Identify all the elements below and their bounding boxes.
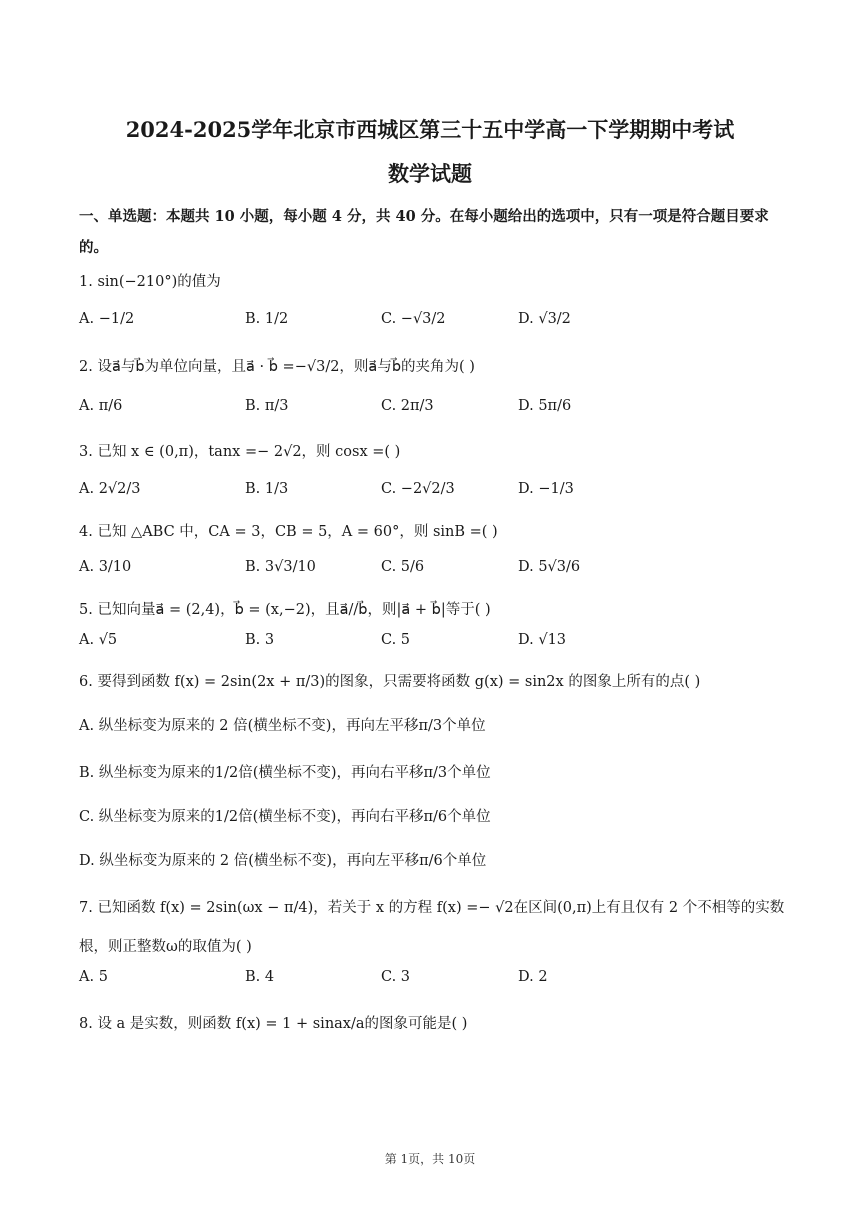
q3-option-b: B. 1/3 [245,481,289,497]
q6-option-d: D. 纵坐标变为原来的 2 倍(横坐标不变)，再向左平移π/6个单位 [79,853,487,869]
q5-option-a: A. √5 [79,632,118,648]
q2-option-a: A. π/6 [79,398,123,414]
question-7-cont: 根，则正整数ω的取值为( ) [79,939,252,955]
question-4: 4. 已知 △ABC 中，CA = 3，CB = 5，A = 60°，则 sinB =( ) [79,524,498,540]
q4-option-a: A. 3/10 [79,559,132,575]
q5-option-b: B. 3 [245,632,275,648]
q1-option-c: C. −√3/2 [381,311,446,327]
q2-option-c: C. 2π/3 [381,398,434,414]
q6-option-c: C. 纵坐标变为原来的1/2倍(横坐标不变)，再向右平移π/6个单位 [79,809,491,825]
q5-option-c: C. 5 [381,632,411,648]
question-1: 1. sin(−210°)的值为 [79,274,221,290]
section-heading-cont: 的。 [79,239,108,256]
question-6: 6. 要得到函数 f(x) = 2sin(2x + π/3)的图象，只需要将函数 g(x) = sin2x 的图象上所有的点( ) [79,674,701,690]
q1-option-d: D. √3/2 [518,311,571,327]
q4-option-b: B. 3√3/10 [245,559,316,575]
q6-option-a: A. 纵坐标变为原来的 2 倍(横坐标不变)，再向左平移π/3个单位 [79,718,486,734]
question-7: 7. 已知函数 f(x) = 2sin(ωx − π/4)，若关于 x 的方程 f(x) =− √2在区间(0,π)上有且仅有 2 个不相等的实数 [79,900,785,916]
q1-option-a: A. −1/2 [79,311,135,327]
page-title: 2024-2025学年北京市西城区第三十五中学高一下学期期中考试 [125,117,735,142]
q2-option-b: B. π/3 [245,398,289,414]
q2-option-d: D. 5π/6 [518,398,572,414]
section-heading: 一、单选题：本题共 10 小题，每小题 4 分，共 40 分。在每小题给出的选项中，只有一项是符合题目要求 [79,208,769,225]
q3-option-c: C. −2√2/3 [381,481,455,497]
page-subtitle: 数学试题 [388,161,472,186]
page-footer: 第 1页，共 10页 [384,1152,476,1166]
q4-option-c: C. 5/6 [381,559,425,575]
q1-option-b: B. 1/2 [245,311,289,327]
question-5: 5. 已知向量a⃗ = (2,4)，b⃗ = (x,−2)，且a⃗//b⃗，则|a⃗ + b⃗|等于( ) [79,602,491,618]
q7-option-b: B. 4 [245,969,275,985]
q7-option-c: C. 3 [381,969,411,985]
q3-option-d: D. −1/3 [518,481,574,497]
q4-option-d: D. 5√3/6 [518,559,581,575]
question-8: 8. 设 a 是实数，则函数 f(x) = 1 + sinax/a的图象可能是( ) [79,1016,468,1032]
q7-option-d: D. 2 [518,969,548,985]
q5-option-d: D. √13 [518,632,567,648]
q7-option-a: A. 5 [79,969,108,985]
question-2: 2. 设a⃗与b⃗为单位向量，且a⃗ · b⃗ =−√3/2，则a⃗与b⃗的夹角为( ) [79,359,475,375]
question-3: 3. 已知 x ∈ (0,π)，tanx =− 2√2，则 cosx =( ) [79,444,401,460]
q6-option-b: B. 纵坐标变为原来的1/2倍(横坐标不变)，再向右平移π/3个单位 [79,765,491,781]
q3-option-a: A. 2√2/3 [79,481,141,497]
